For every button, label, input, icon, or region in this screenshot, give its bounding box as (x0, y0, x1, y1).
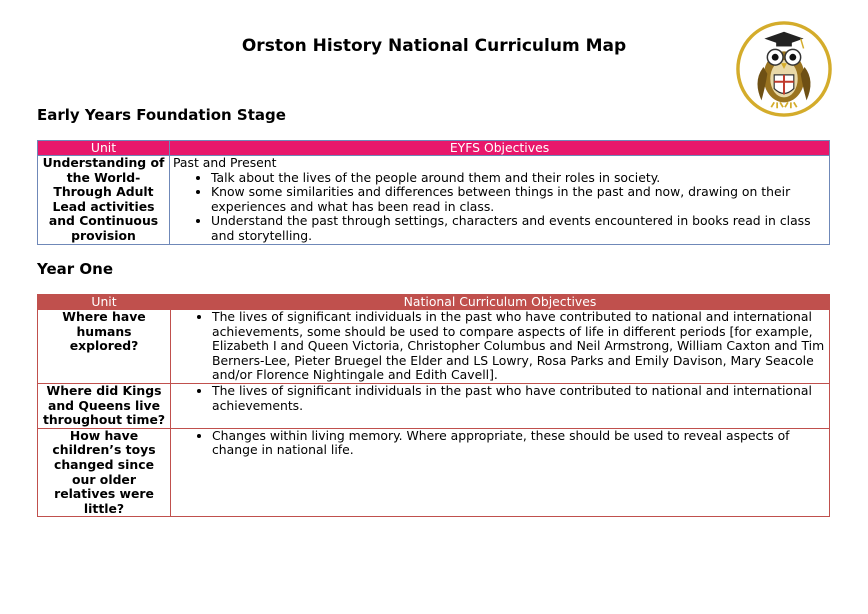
unit-cell: Understanding of the World- Through Adult Lead activities and Continuous provision (38, 156, 170, 245)
table-row (38, 310, 830, 384)
list-item: • Changes within living memory. Where appropriate, these should be used to reveal aspects of change in national life. (212, 429, 826, 458)
list-item: • The lives of significant individuals in the past who have contributed to national and international achievements. (212, 384, 826, 413)
table-row (38, 156, 830, 245)
list-item: • Talk about the lives of the people around them and their roles in society. (211, 171, 826, 186)
objectives-cell (170, 156, 830, 245)
owl-school-logo-icon (735, 20, 833, 118)
objectives-cell (171, 428, 830, 517)
eyfs-objectives-column-header: EYFS Objectives (170, 141, 830, 156)
unit-cell: How have children’s toys changed since our older relatives were little? (38, 428, 171, 517)
list-item: • Understand the past through settings, characters and events encountered in books read in class and storytelling. (211, 214, 826, 243)
eyfs-table-header (38, 141, 830, 156)
objectives-cell (171, 310, 830, 384)
list-item: • Know some similarities and differences between things in the past and now, drawing on their experiences and what has been read in class. (211, 185, 826, 214)
eyfs-table (37, 140, 830, 245)
objectives-list (174, 310, 826, 383)
objectives-list (174, 384, 826, 413)
objectives-cell (171, 383, 830, 428)
eyfs-heading: Early Years Foundation Stage (37, 106, 286, 124)
nc-objectives-column-header: National Curriculum Objectives (171, 295, 830, 310)
table-row (38, 383, 830, 428)
page-title: Orston History National Curriculum Map (241, 36, 627, 56)
objectives-intro: Past and Present (173, 155, 277, 170)
objectives-list (173, 171, 826, 244)
unit-cell: Where have humans explored? (38, 310, 171, 384)
unit-cell: Where did Kings and Queens live throughout time? (38, 383, 171, 428)
year-one-table (37, 294, 830, 517)
objectives-list (174, 429, 826, 458)
unit-column-header: Unit (38, 141, 170, 156)
list-item: • The lives of significant individuals in the past who have contributed to national and international achievements, some should be used to compare aspects of life in different periods [for example, Elizabeth I and Queen Victoria, Christopher Columbus and Neil Armstrong, William Caxton and Tim Berners-Lee, Pieter Bruegel the Elder and LS Lowry, Rosa Parks and Emily Davison, Mary Seacole and/or Florence Nightingale and Edith Cavell]. (212, 310, 826, 383)
table-row (38, 428, 830, 517)
year-one-table-header (38, 295, 830, 310)
unit-column-header: Unit (38, 295, 171, 310)
year-one-heading: Year One (37, 260, 114, 278)
